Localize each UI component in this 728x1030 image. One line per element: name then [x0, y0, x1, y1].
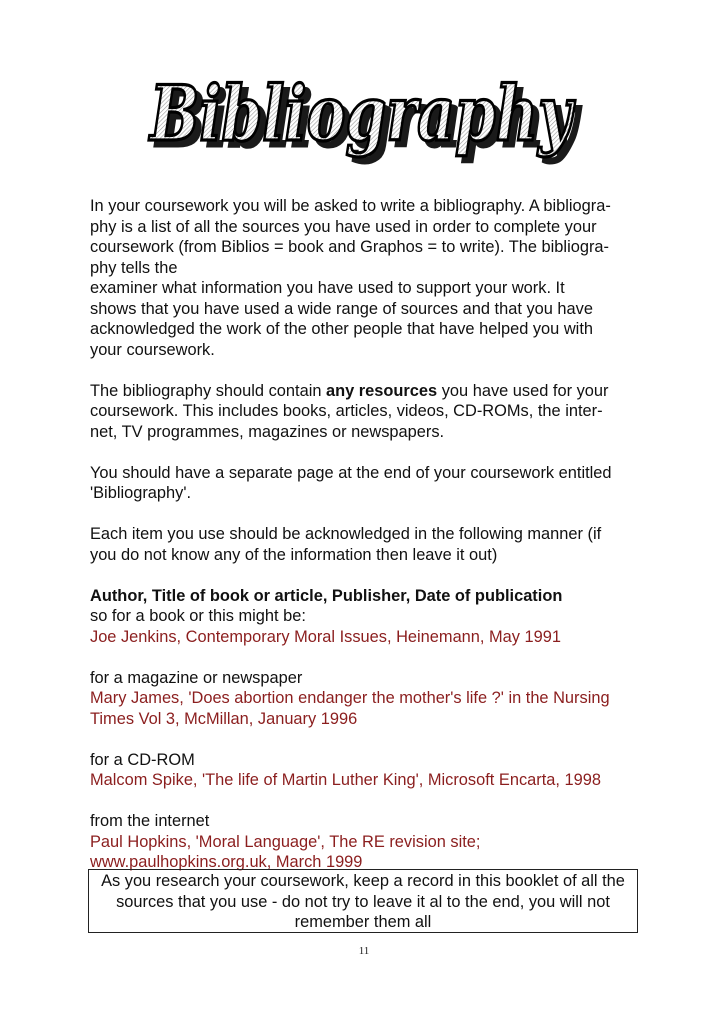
- cdrom-example: Malcom Spike, 'The life of Martin Luther King', Microsoft Encarta, 1998: [90, 771, 601, 789]
- internet-example: www.paulhopkins.org.uk, March 1999: [90, 853, 363, 871]
- intro-line: shows that you have used a wide range of sources and that you have: [90, 299, 593, 318]
- intro-line: acknowledged the work of the other people that have helped you with: [90, 320, 593, 338]
- magazine-example: Times Vol 3, McMillan, January 1996: [90, 709, 358, 728]
- intro-line: your coursework.: [90, 340, 215, 359]
- title-shadow: Bibliography: [154, 75, 582, 164]
- page-title: Bibliography: [148, 72, 576, 158]
- reminder-line: remember them all: [294, 913, 432, 931]
- magazine-paragraph: [90, 668, 650, 730]
- format-heading: Author, Title of book or article, Publisher, Date of publication: [90, 586, 563, 605]
- book-example: Joe Jenkins, Contemporary Moral Issues, Heinemann, May 1991: [90, 627, 561, 646]
- title-banner: [120, 72, 600, 190]
- intro-line: In your coursework you will be asked to write a bibliography. A bibliogra-: [90, 197, 611, 215]
- cdrom-paragraph: [90, 750, 650, 791]
- reminder-line: As you research your coursework, keep a record in this booklet of all the: [101, 872, 625, 890]
- resources-emphasis: any resources: [326, 381, 438, 400]
- separate-page-paragraph: [90, 463, 650, 504]
- reminder-line: sources that you use - do not try to leave it al to the end, you will not: [116, 892, 610, 911]
- intro-line: examiner what information you have used to support your work. It: [90, 279, 565, 297]
- resources-line: [90, 381, 650, 402]
- manner-paragraph: [90, 524, 650, 565]
- magazine-example: Mary James, 'Does abortion endanger the mother's life ?' in the Nursing: [90, 689, 610, 707]
- resources-line: net, TV programmes, magazines or newspapers.: [90, 422, 445, 441]
- resources-text: The bibliography should contain: [90, 381, 326, 400]
- separate-page-line: 'Bibliography'.: [90, 484, 192, 502]
- manner-line: Each item you use should be acknowledged in the following manner (if: [90, 525, 602, 543]
- magazine-intro: for a magazine or newspaper: [90, 668, 303, 687]
- intro-line: coursework (from Biblios = book and Graphos = to write). The bibliogra-: [90, 238, 609, 256]
- internet-paragraph: [90, 811, 650, 873]
- intro-paragraph: [90, 196, 650, 360]
- intro-line: phy is a list of all the sources you have used in order to complete your: [90, 217, 597, 236]
- title-graphic: [120, 72, 600, 190]
- book-intro: so for a book or this might be:: [90, 607, 306, 625]
- resources-line: coursework. This includes books, articles, videos, CD-ROMs, the inter-: [90, 402, 603, 420]
- intro-line: phy tells the: [90, 258, 178, 277]
- body-text: [90, 196, 650, 893]
- cdrom-intro: for a CD-ROM: [90, 750, 195, 769]
- page-number: 11: [358, 945, 370, 957]
- resources-text: you have used for your: [437, 381, 609, 400]
- format-paragraph: [90, 586, 650, 648]
- internet-example: Paul Hopkins, 'Moral Language', The RE revision site;: [90, 832, 481, 851]
- manner-line: you do not know any of the information then leave it out): [90, 545, 498, 564]
- reminder-box: [88, 869, 638, 933]
- separate-page-line: You should have a separate page at the end of your coursework entitled: [90, 463, 612, 482]
- internet-intro: from the internet: [90, 812, 210, 830]
- resources-paragraph: [90, 381, 650, 443]
